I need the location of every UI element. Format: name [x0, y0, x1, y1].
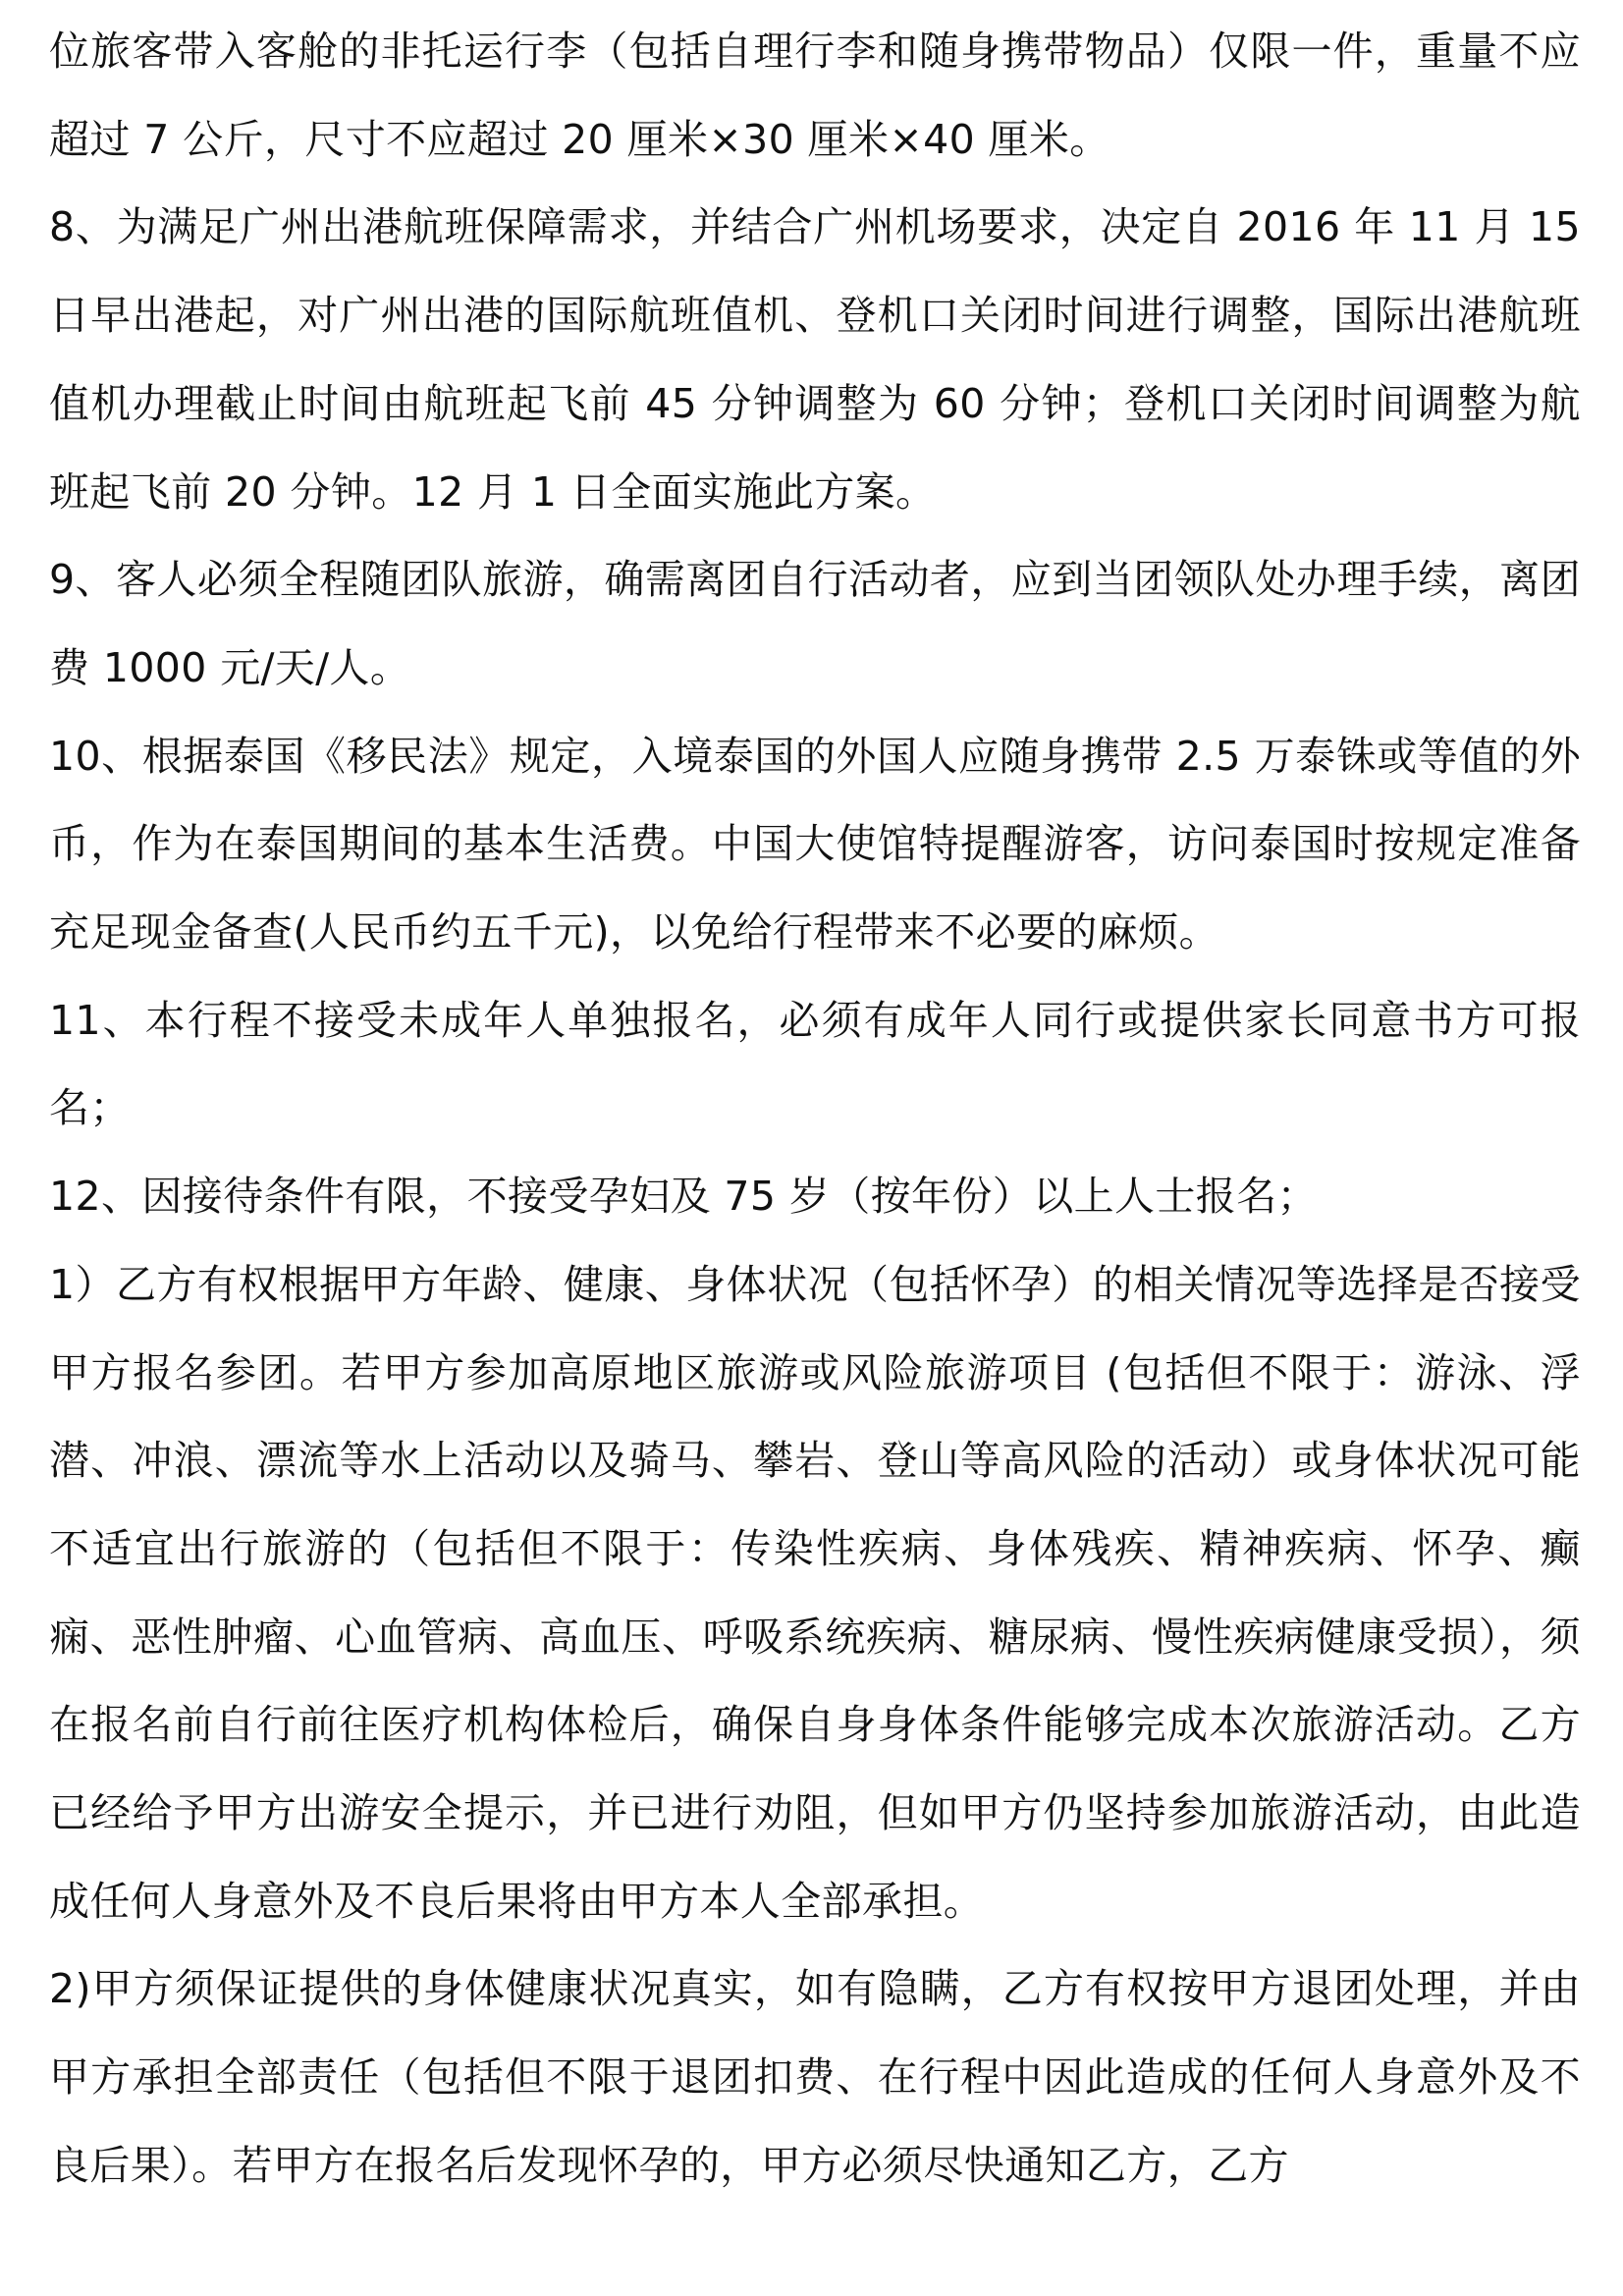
document-page [49, 8, 1581, 2211]
paragraph-item-9-leave-group: 9、客人必须全程随团队旅游，确需离团自行活动者，应到当团领队处办理手续，离团费 1000 元/天/人。 [49, 556, 1581, 691]
paragraph-luggage-limit: 位旅客带入客舱的非托运行李（包括自理行李和随身携带物品）仅限一件，重量不应超过 7 公斤，尺寸不应超过 20 厘米×30 厘米×40 厘米。 [49, 27, 1581, 163]
paragraph-subitem-2-health-truthfulness: 2)甲方须保证提供的身体健康状况真实，如有隐瞒，乙方有权按甲方退团处理，并由甲方承担全部责任（包括但不限于退团扣费、在行程中因此造成的任何人身意外及不良后果）。若甲方在报名后发现怀孕的，甲方必须尽快通知乙方，乙方 [49, 1965, 1581, 2189]
paragraph-item-8-guangzhou-checkin: 8、为满足广州出港航班保障需求，并结合广州机场要求，决定自 2016 年 11 月 15 日早出港起，对广州出港的国际航班值机、登机口关闭时间进行调整，国际出港航班值机办理截止时间由航班起飞前 45 分钟调整为 60 分钟；登机口关闭时间调整为航班起飞前 20 分钟。12 月 1 日全面实施此方案。 [49, 203, 1581, 516]
paragraph-item-12-pregnant-elderly: 12、因接待条件有限，不接受孕妇及 75 岁（按年份）以上人士报名； [49, 1173, 1319, 1221]
paragraph-item-11-minors: 11、本行程不接受未成年人单独报名，必须有成年人同行或提供家长同意书方可报名； [49, 996, 1581, 1132]
paragraph-item-10-thai-immigration: 10、根据泰国《移民法》规定，入境泰国的外国人应随身携带 2.5 万泰铢或等值的外币，作为在泰国期间的基本生活费。中国大使馆特提醒游客，访问泰国时按规定准备充足现金备查(人民币约五千元)，以免给行程带来不必要的麻烦。 [49, 732, 1581, 957]
paragraph-subitem-1-health-acceptance: 1）乙方有权根据甲方年龄、健康、身体状况（包括怀孕）的相关情况等选择是否接受甲方报名参团。若甲方参加高原地区旅游或风险旅游项目 (包括但不限于：游泳、浮潜、冲浪、漂流等水上活动以及骑马、攀岩、登山等高风险的活动）或身体状况可能不适宜出行旅游的（包括但不限于：传染性疾病、身体残疾、精神疾病、怀孕、癫痫、恶性肿瘤、心血管病、高血压、呼吸系统疾病、糖尿病、慢性疾病健康受损），须在报名前自行前往医疗机构体检后，确保自身身体条件能够完成本次旅游活动。乙方已经给予甲方出游安全提示，并已进行劝阻，但如甲方仍坚持参加旅游活动，由此造成任何人身意外及不良后果将由甲方本人全部承担。 [49, 1260, 1581, 1925]
